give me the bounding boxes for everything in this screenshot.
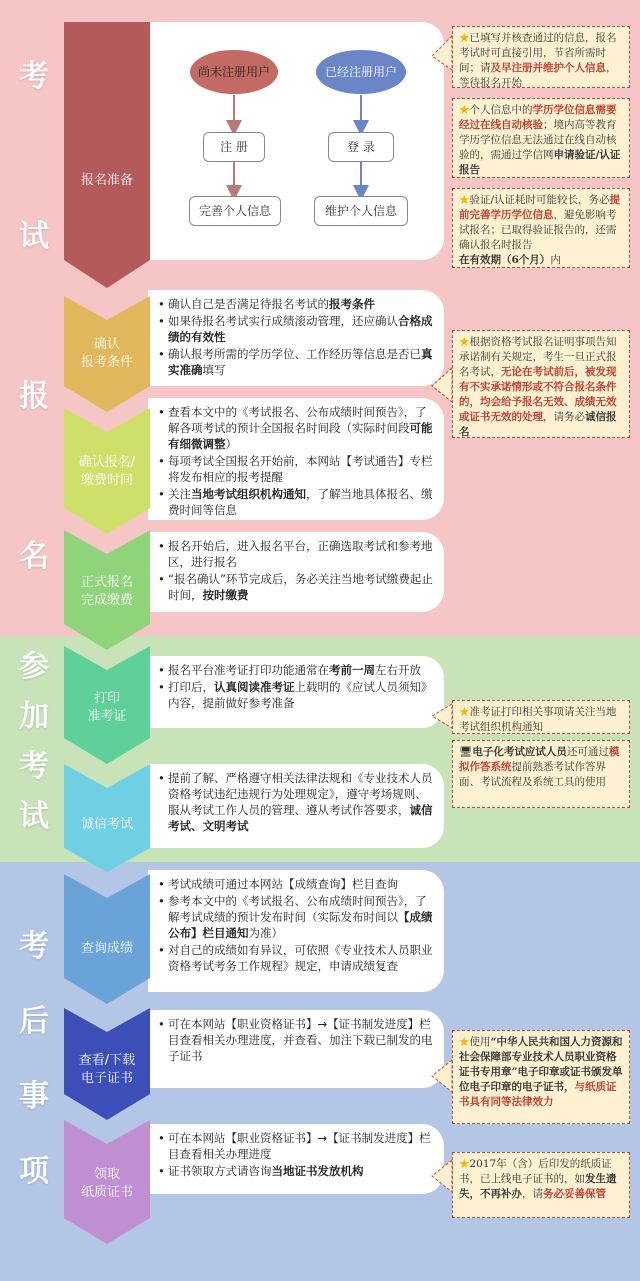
step-label: 确认报名/ bbox=[78, 455, 136, 470]
list-item: • 确认报考所需的学历学位、工作经历等信息是否已真实准确填写 bbox=[158, 346, 438, 378]
note-ecert-validity: ★使用“中华人民共和国人力资源和社会保障部专业技术人员职业资格证书专用章”电子印章或证书颁发单位电子印章的电子证书，与纸质证书具有同等法律效力 bbox=[452, 1030, 630, 1124]
list-item: • 关注当地考试组织机构通知，了解当地具体报名、缴费时间等信息 bbox=[158, 486, 438, 518]
step-label: 完成缴费 bbox=[80, 593, 133, 608]
list-item: • 报名开始后，进入报名平台，正确选取考试和参考地区，进行报名 bbox=[158, 538, 438, 570]
note-verification-time: ★验证/认证耗时可能较长，务必提前完善学历学位信息，避免影响考试报名；已取得验证报告的，还需确认报名时报告在有效期（6个月）内 bbox=[452, 188, 630, 268]
computer-icon: 🖥 bbox=[459, 746, 473, 758]
list-item: • 确认自己是否满足待报名考试的报考条件 bbox=[158, 296, 438, 312]
step-label: 诚信考试 bbox=[80, 817, 133, 832]
list-item: • 证书领取方式请咨询当地证书发放机构 bbox=[158, 1163, 438, 1179]
panel-paper-cert bbox=[148, 1124, 444, 1194]
step-label: 领取 bbox=[93, 1167, 120, 1182]
list-item: • 提前了解、严格遵守相关法律法规和《专业技术人员资格考试违纪违规行为处理规定》，遵守考场规则、服从考试工作人员的管理、遵从考试作答要求，诚信考试、文明考试 bbox=[158, 770, 438, 834]
step-query-score bbox=[64, 874, 150, 1004]
panel-download-ecert bbox=[148, 1010, 444, 1088]
step-label: 查看/下载 bbox=[78, 1053, 136, 1068]
star-icon: ★ bbox=[459, 32, 470, 44]
maintain-info-node: 维护个人信息 bbox=[314, 196, 408, 226]
panel-confirm-payment-time bbox=[148, 398, 444, 520]
note-paper-cert: ★2017年（含）后印发的纸质证书，已上线电子证书的，如发生遗失，不再补办，请务必妥善保管 bbox=[452, 1152, 630, 1218]
step-paper-cert bbox=[64, 1120, 150, 1244]
list-item: • 查看本文中的《考试报名、公布成绩时间预告》，了解各项考试的预计全国报名时间段（实际时间段可能有细微调整） bbox=[158, 404, 438, 452]
list-item: • 打印后，认真阅读准考证上载明的《应试人员须知》内容，提前做好参考准备 bbox=[158, 679, 438, 711]
step-print-admission bbox=[64, 646, 150, 764]
step-confirm-conditions bbox=[64, 296, 150, 412]
complete-info-node: 完善个人信息 bbox=[189, 196, 281, 226]
panel-query-score bbox=[148, 870, 444, 992]
register-node: 注 册 bbox=[203, 132, 265, 162]
panel-integrity-exam bbox=[148, 764, 444, 848]
step-label: 报考条件 bbox=[80, 355, 133, 370]
panel-formal-registration bbox=[148, 532, 444, 612]
star-icon: ★ bbox=[459, 1158, 470, 1170]
star-icon: ★ bbox=[459, 336, 470, 348]
step-download-ecert bbox=[64, 1008, 150, 1120]
list-item: • 可在本网站【职业资格证书】→【证书制发进度】栏目查看相关办理进度 bbox=[158, 1130, 438, 1162]
note-degree-verification: ★个人信息中的学历学位信息需要经过在线自动核验；境内高等教育学历学位信息无法通过在线自动核验的，需通过学信网申请验证/认证报告 bbox=[452, 98, 630, 178]
star-icon: ★ bbox=[459, 706, 470, 718]
note-admission-notice: ★准考证打印相关事项请关注当地考试组织机构通知 bbox=[452, 700, 630, 734]
list-item: • 可在本网站【职业资格证书】→【证书制发进度】栏目查看相关办理进度，并查看、加注下载已制发的电子证书 bbox=[158, 1016, 438, 1064]
star-icon: ★ bbox=[459, 104, 470, 116]
step-confirm-payment-time bbox=[64, 408, 150, 534]
step-label: 报名准备 bbox=[80, 173, 133, 188]
step-formal-registration bbox=[64, 530, 150, 650]
step-label: 电子证书 bbox=[80, 1071, 133, 1086]
list-item: • 参考本文中的《考试报名、公布成绩时间预告》，了解考试成绩的预计发布时间（实际发布时间以【成绩公布】栏目通知为准） bbox=[158, 893, 438, 941]
step-label: 准考证 bbox=[87, 709, 127, 724]
list-item: • 考试成绩可通过本网站【成绩查询】栏目查询 bbox=[158, 876, 438, 892]
step-label: 缴费时间 bbox=[80, 473, 133, 488]
unregistered-user-node: 尚未注册用户 bbox=[190, 50, 278, 94]
panel-confirm-conditions bbox=[148, 290, 444, 386]
star-icon: ★ bbox=[459, 1036, 470, 1048]
step-integrity-exam bbox=[64, 764, 150, 872]
list-item: • “报名确认”环节完成后，务必关注当地考试缴费起止时间，按时缴费 bbox=[158, 571, 438, 603]
list-item: • 如果待报名考试实行成绩滚动管理，还应确认合格成绩的有效性 bbox=[158, 313, 438, 345]
step-label: 正式报名 bbox=[80, 575, 133, 590]
list-item: • 每项考试全国报名开始前，本网站【考试通告】专栏将发布相应的报考提醒 bbox=[158, 453, 438, 485]
list-item: • 报名平台准考证打印功能通常在考前一周左右开放 bbox=[158, 662, 438, 678]
login-node: 登 录 bbox=[328, 132, 394, 162]
note-simulation-system: 🖥电子化考试应试人员还可通过模拟作答系统提前熟悉考试作答界面、考试流程及系统工具的使用 bbox=[452, 740, 630, 808]
star-icon: ★ bbox=[459, 194, 470, 206]
registered-user-node: 已经注册用户 bbox=[316, 50, 406, 94]
step-label: 打印 bbox=[93, 691, 120, 706]
step-label: 纸质证书 bbox=[80, 1185, 133, 1200]
step-label: 确认 bbox=[93, 337, 120, 352]
note-honest-registration: ★根据资格考试报名证明事项告知承诺制有关规定，考生一旦正式报名考试，无论在考试前后，被发现有不实承诺情形或不符合报名条件的，均会给予报名无效、成绩无效或证书无效的处理，请务必诚信报名 bbox=[452, 330, 630, 438]
list-item: • 对自己的成绩如有异议，可依照《专业技术人员职业资格考试考务工作规程》规定，申请成绩复查 bbox=[158, 942, 438, 974]
step-label: 查询成绩 bbox=[80, 941, 133, 956]
note-register-early: ★已填写并核查通过的信息，报名考试时可直接引用，节省所需时间；请及早注册并维护个人信息，等待报名开始 bbox=[452, 26, 630, 88]
panel-print-admission bbox=[148, 656, 444, 728]
